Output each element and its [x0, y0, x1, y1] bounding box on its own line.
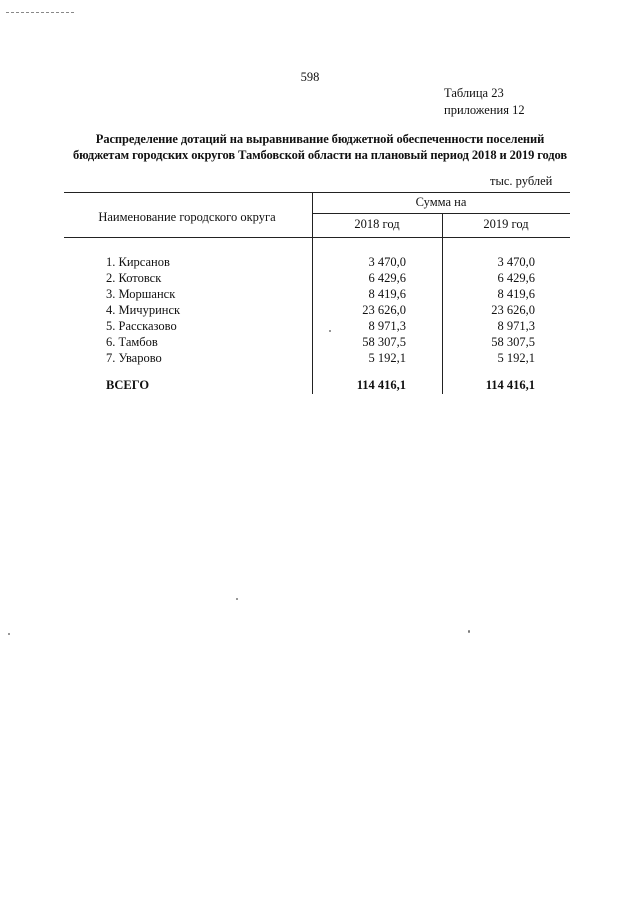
- row-value-2018: 6 429,6: [368, 271, 406, 285]
- row-value-2018: 5 192,1: [368, 351, 406, 365]
- scan-speck: [236, 598, 238, 600]
- header-year-2019: 2019 год: [483, 217, 529, 231]
- row-name: 6. Тамбов: [106, 335, 158, 349]
- header-district-name: Наименование городского округа: [98, 210, 276, 224]
- scan-artifact-line: [6, 12, 74, 13]
- row-value-2019: 6 429,6: [497, 271, 535, 285]
- header-year-2018: 2018 год: [354, 217, 400, 231]
- total-value-2018: 114 416,1: [356, 378, 406, 392]
- row-name: 1. Кирсанов: [106, 255, 170, 269]
- row-value-2018: 8 419,6: [368, 287, 406, 301]
- document-title: [60, 131, 580, 163]
- row-name: 4. Мичуринск: [106, 303, 181, 317]
- table-top-border: [64, 192, 570, 193]
- units-label: тыс. рублей: [490, 174, 553, 188]
- scan-speck: [8, 633, 10, 635]
- row-value-2019: 3 470,0: [497, 255, 535, 269]
- table-reference: [444, 85, 525, 119]
- row-name: 5. Рассказово: [106, 319, 177, 333]
- table-header-bottom-border: [64, 237, 570, 238]
- title-line-1: Распределение дотаций на выравнивание бюджетной обеспеченности поселений: [95, 132, 545, 146]
- total-label: ВСЕГО: [106, 378, 150, 392]
- table-column-divider-2: [442, 213, 443, 394]
- table-reference-line-2: приложения 12: [444, 103, 525, 117]
- row-value-2018: 58 307,5: [362, 335, 406, 349]
- row-value-2018: 23 626,0: [362, 303, 406, 317]
- row-name: 7. Уварово: [106, 351, 162, 365]
- row-value-2019: 5 192,1: [497, 351, 535, 365]
- header-sum: Сумма на: [415, 195, 467, 209]
- table-subheader-border: [312, 213, 570, 214]
- scan-speck: [329, 330, 331, 332]
- table-reference-line-1: Таблица 23: [444, 86, 504, 100]
- row-name: 2. Котовск: [106, 271, 162, 285]
- row-value-2019: 23 626,0: [491, 303, 535, 317]
- row-name: 3. Моршанск: [106, 287, 176, 301]
- row-value-2018: 8 971,3: [368, 319, 406, 333]
- scan-speck: [468, 630, 470, 633]
- row-value-2019: 8 419,6: [497, 287, 535, 301]
- page-number: 598: [300, 70, 320, 84]
- row-value-2019: 58 307,5: [491, 335, 535, 349]
- total-value-2019: 114 416,1: [485, 378, 535, 392]
- row-value-2019: 8 971,3: [497, 319, 535, 333]
- row-value-2018: 3 470,0: [368, 255, 406, 269]
- title-line-2: бюджетам городских округов Тамбовской области на плановый период 2018 и 2019 годов: [72, 148, 568, 162]
